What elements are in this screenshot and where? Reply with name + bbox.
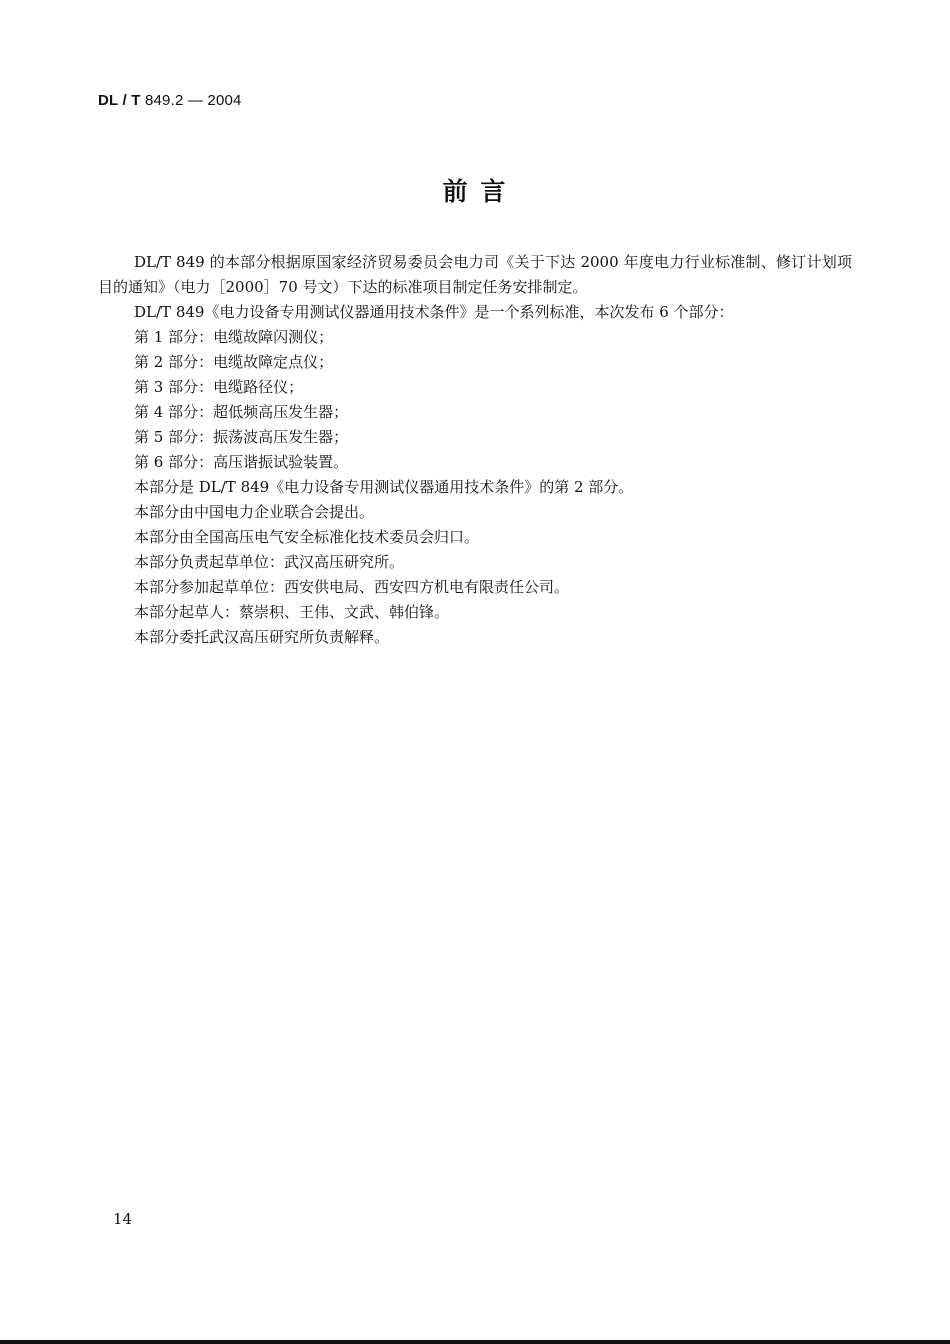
list-item-part-1: 第 1 部分：电缆故障闪测仪； [134,328,334,346]
page-number: 14 [113,1210,133,1228]
list-item-part-5: 第 5 部分：振荡波高压发生器； [134,428,349,446]
foreword-body [98,250,852,650]
list-item-part-6: 第 6 部分：高压谐振试验装置。 [134,453,349,471]
standard-code [98,92,242,109]
paragraph-this-part: 本部分是 DL/T 849《电力设备专用测试仪器通用技术条件》的第 2 部分。 [134,478,634,496]
standard-number: 849.2 — 2004 [140,92,242,109]
paragraph-intro: DL/T 849 的本部分根据原国家经济贸易委员会电力司《关于下达 2000 年度电力行业标准制、修订计划项目的通知》（电力［2000］70 号文）下达的标准项目制定任务安排制定。 [98,253,852,296]
paragraph-participating-units: 本部分参加起草单位：西安供电局、西安四方机电有限责任公司。 [134,578,570,596]
paragraph-under-jurisdiction: 本部分由全国高压电气安全标准化技术委员会归口。 [134,528,480,546]
paragraph-series: DL/T 849《电力设备专用测试仪器通用技术条件》是一个系列标准，本次发布 6 个部分： [134,303,734,321]
paragraph-drafters: 本部分起草人：蔡崇积、王伟、文武、韩伯锋。 [134,603,450,621]
list-item-part-3: 第 3 部分：电缆路径仪； [134,378,304,396]
list-item-part-2: 第 2 部分：电缆故障定点仪； [134,353,334,371]
paragraph-interpretation: 本部分委托武汉高压研究所负责解释。 [134,628,390,646]
paragraph-drafting-unit: 本部分负责起草单位：武汉高压研究所。 [134,553,405,571]
list-item-part-4: 第 4 部分：超低频高压发生器； [134,403,349,421]
bottom-rule [0,1340,950,1344]
standard-prefix: DL / T [98,92,141,109]
paragraph-proposed-by: 本部分由中国电力企业联合会提出。 [134,503,375,521]
page-title: 前 言 [442,177,508,206]
